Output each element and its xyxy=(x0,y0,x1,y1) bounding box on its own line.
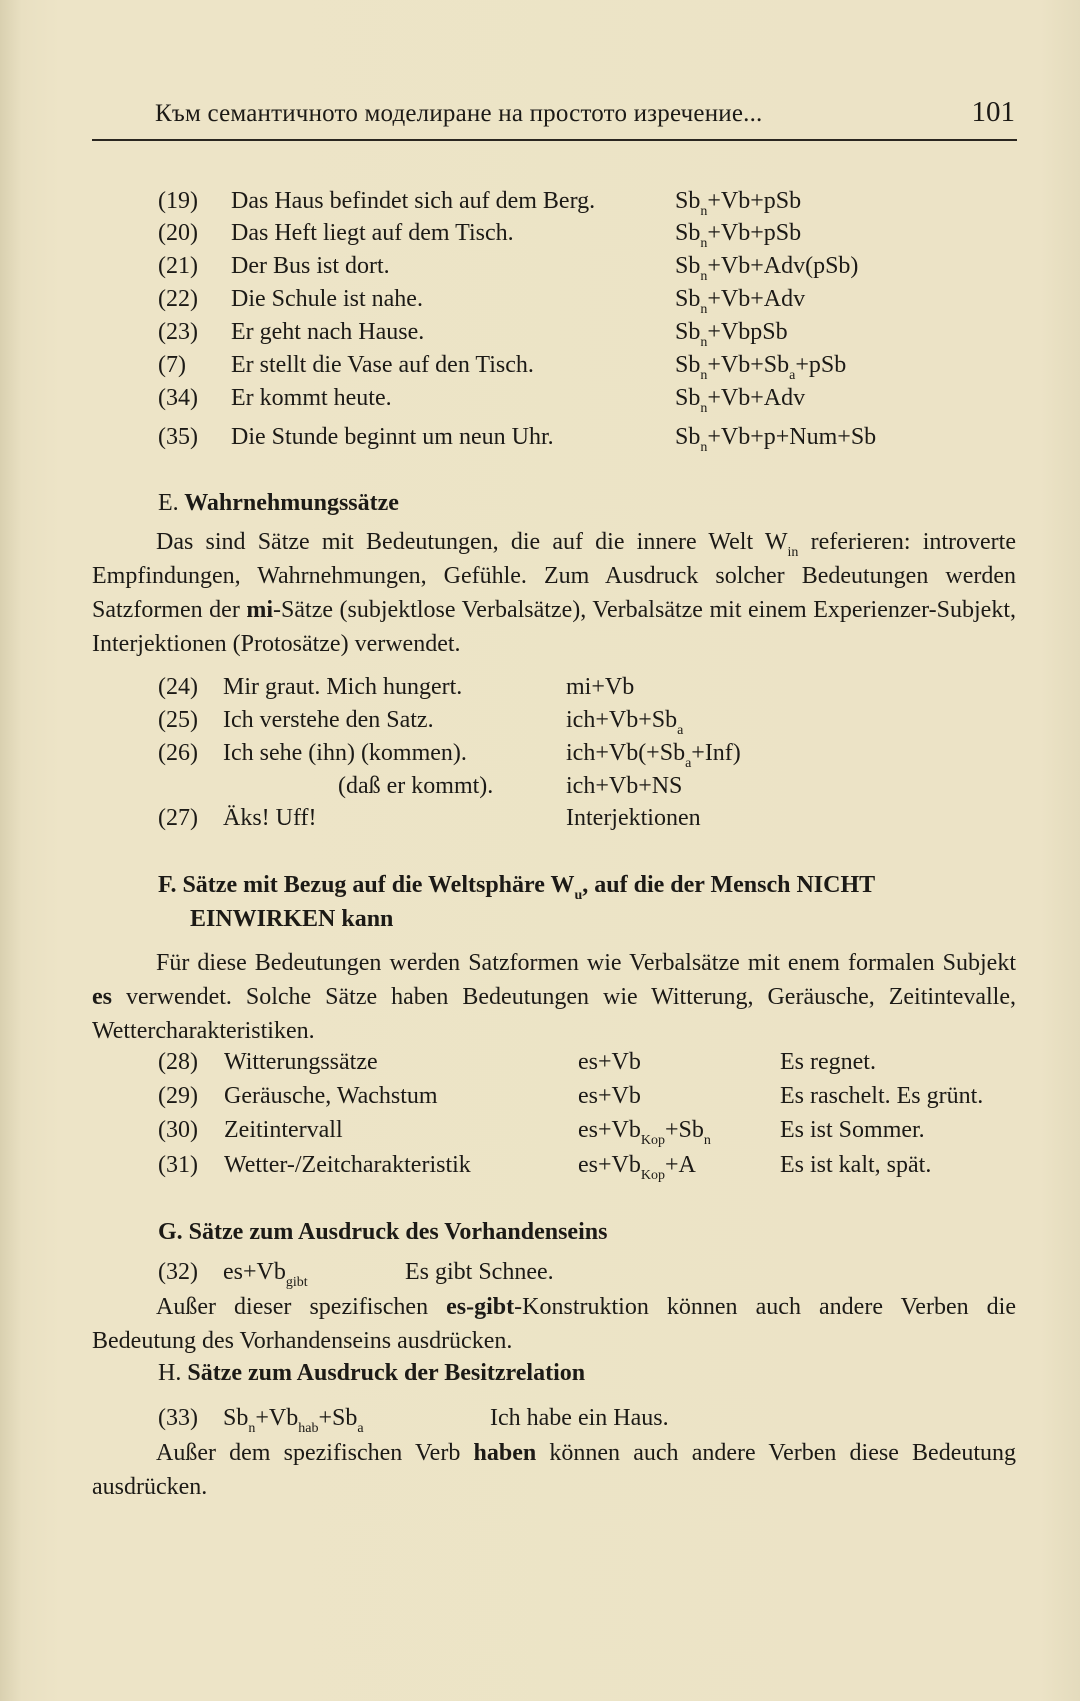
example-number: (24) xyxy=(158,674,198,700)
example-number: (19) xyxy=(158,188,198,214)
example-number: (22) xyxy=(158,286,198,312)
formula: $Sb_n+Vb+Adv$ xyxy=(675,385,806,416)
formula: es+Vb xyxy=(578,1083,641,1109)
formula: $Sb_n+Vb+pSb$ xyxy=(675,220,802,251)
example-number: (31) xyxy=(158,1152,198,1178)
example-sentence: Ich habe ein Haus. xyxy=(490,1405,669,1431)
example-number: (29) xyxy=(158,1083,198,1109)
example-number: (7) xyxy=(158,352,186,378)
example-number: (20) xyxy=(158,220,198,246)
formula: $Sb_n+Vb+p+Num+Sb$ xyxy=(675,424,877,455)
formula: $Sb_n+VbpSb$ xyxy=(675,319,788,350)
formula: ich+Vb+NS xyxy=(566,773,683,799)
formula: $es+Vb_{Kop}+A$ xyxy=(578,1152,696,1183)
section-h-heading: H. Sätze zum Ausdruck der Besitzrelation xyxy=(158,1360,586,1386)
section-f-paragraph: Für diese Bedeutungen werden Satzformen wie Verbalsätze mit enem formalen Subjekt es verwendet. Solche Sätze haben Bedeutungen wie Witterung, Geräusche, Zeitintevalle, Wettercharakteristiken. xyxy=(92,950,1016,1044)
example-number: (27) xyxy=(158,805,198,831)
running-header xyxy=(155,92,1015,138)
formula: es+Vb xyxy=(578,1049,641,1075)
example-sentence: Es ist kalt, spät. xyxy=(780,1152,932,1178)
header-rule xyxy=(92,139,1017,141)
example-number: (35) xyxy=(158,424,198,450)
section-f-heading: F. Sätze mit Bezug auf die Weltsphäre $W_u$, auf die der Mensch NICHT xyxy=(158,872,876,903)
example-number: (23) xyxy=(158,319,198,345)
example-label: Geräusche, Wachstum xyxy=(224,1083,438,1109)
example-sentence: Es gibt Schnee. xyxy=(405,1259,554,1285)
example-sentence: Er stellt die Vase auf den Tisch. xyxy=(231,352,534,378)
formula: $ich+Vb(+Sb_a+Inf)$ xyxy=(566,740,741,771)
example-sentence: Der Bus ist dort. xyxy=(231,253,390,279)
section-e-paragraph: Das sind Sätze mit Bedeutungen, die auf die innere Welt $W_{in}$ referieren: introverte Empfindungen, Wahrnehmungen, Gefühle. Zum Ausdruck solcher Bedeutungen werden Satzformen der mi-Sätze (subjektlose Verbalsätze), Verbalsätze mit einem Experienzer-Subjekt, Interjektionen (Protosätze) verwendet. xyxy=(92,529,1016,657)
example-sentence: Es regnet. xyxy=(780,1049,876,1075)
formula: Interjektionen xyxy=(566,805,701,831)
example-number: (32) xyxy=(158,1259,198,1285)
example-sentence: Es raschelt. Es grünt. xyxy=(780,1083,984,1109)
example-label: Wetter-/Zeitcharakteristik xyxy=(224,1152,471,1178)
formula: $Sb_n+Vb+Adv$ xyxy=(675,286,806,317)
example-number: (28) xyxy=(158,1049,198,1075)
example-sentence: Das Heft liegt auf dem Tisch. xyxy=(231,220,514,246)
running-title: Към семантичното моделиране на простото изречение... xyxy=(155,100,763,127)
page-number: 101 xyxy=(971,96,1015,128)
section-g-paragraph: Außer dieser spezifischen es-gibt-Konstruktion können auch andere Verben die Bedeutung des Vorhandenseins ausdrücken. xyxy=(92,1294,1016,1354)
section-e-heading: E. Wahrnehmungssätze xyxy=(158,490,399,516)
example-sentence: Mir graut. Mich hungert. xyxy=(223,674,463,700)
example-number: (25) xyxy=(158,707,198,733)
formula: mi+Vb xyxy=(566,674,635,700)
formula: $Sb_n+Vb+Sb_a+pSb$ xyxy=(675,352,847,383)
example-sentence: Die Stunde beginnt um neun Uhr. xyxy=(231,424,554,450)
example-sentence: (daß er kommt). xyxy=(338,773,494,799)
formula: $Sb_n+Vb+pSb$ xyxy=(675,188,802,219)
example-sentence: Ich sehe (ihn) (kommen). xyxy=(223,740,467,766)
example-sentence: Es ist Sommer. xyxy=(780,1117,925,1143)
formula: $Sb_n+Vb_{hab}+Sb_a$ xyxy=(223,1405,364,1436)
example-number: (33) xyxy=(158,1405,198,1431)
example-sentence: Äks! Uff! xyxy=(223,805,317,831)
example-number: (34) xyxy=(158,385,198,411)
example-sentence: Er kommt heute. xyxy=(231,385,392,411)
example-number: (30) xyxy=(158,1117,198,1143)
example-sentence: Er geht nach Hause. xyxy=(231,319,425,345)
example-sentence: Ich verstehe den Satz. xyxy=(223,707,434,733)
example-label: Witterungssätze xyxy=(224,1049,378,1075)
formula: $es+Vb_{Kop}+Sb_n$ xyxy=(578,1117,711,1148)
formula: $ich+Vb+Sb_a$ xyxy=(566,707,684,738)
section-g-heading: G. Sätze zum Ausdruck des Vorhandenseins xyxy=(158,1219,608,1245)
section-f-heading-line2: EINWIRKEN kann xyxy=(190,906,394,932)
formula: $es+Vb_{gibt}$ xyxy=(223,1259,308,1290)
formula: $Sb_n+Vb+Adv(pSb)$ xyxy=(675,253,859,284)
example-sentence: Das Haus befindet sich auf dem Berg. xyxy=(231,188,596,214)
example-sentence: Die Schule ist nahe. xyxy=(231,286,423,312)
example-number: (26) xyxy=(158,740,198,766)
example-label: Zeitintervall xyxy=(224,1117,343,1143)
example-number: (21) xyxy=(158,253,198,279)
section-h-paragraph: Außer dem spezifischen Verb haben können auch andere Verben diese Bedeutung ausdrücken. xyxy=(92,1440,1017,1500)
